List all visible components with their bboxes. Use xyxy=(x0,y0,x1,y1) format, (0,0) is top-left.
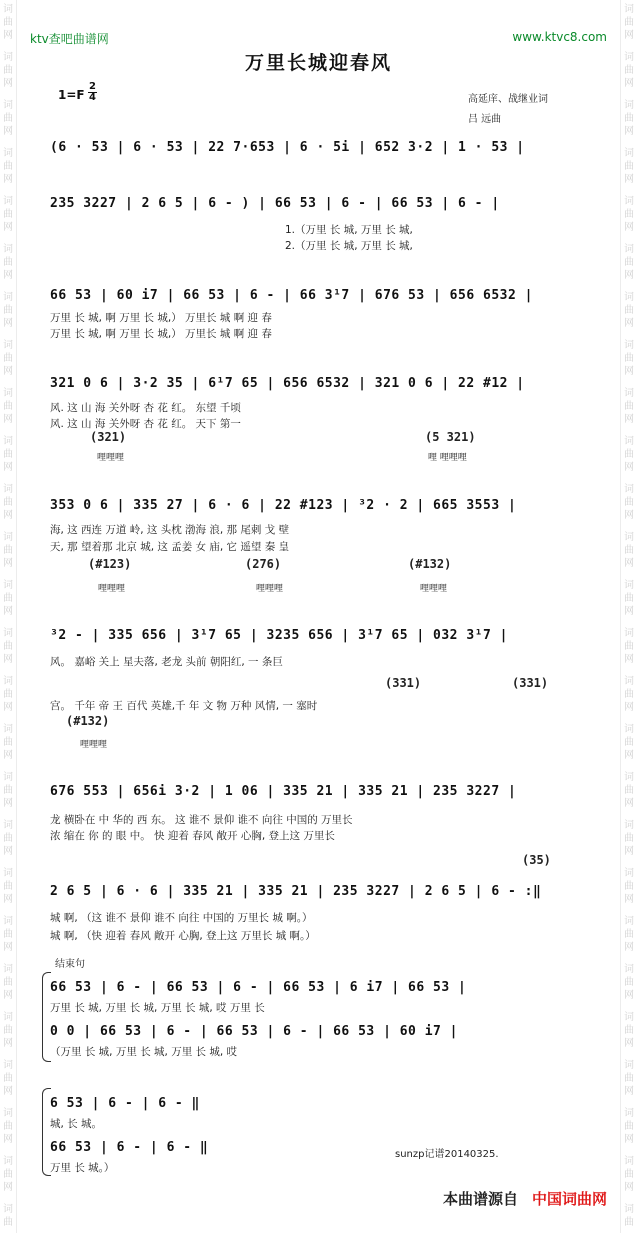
watermark-glyph: 词 xyxy=(3,292,13,303)
watermark-glyph: 曲 xyxy=(624,1025,634,1036)
watermark-glyph: 曲 xyxy=(624,1169,634,1180)
watermark-glyph: 网 xyxy=(3,750,13,761)
watermark-glyph: 曲 xyxy=(3,65,13,76)
footer-source xyxy=(443,1188,607,1209)
music-line: 6 53 | 6 - | 6 - ‖ xyxy=(50,1096,200,1111)
watermark-glyph: 词 xyxy=(624,1204,634,1215)
echo-syllables: 哩 哩哩哩 xyxy=(428,453,467,463)
watermark-glyph: 网 xyxy=(624,174,634,185)
watermark-glyph: 曲 xyxy=(624,497,634,508)
echo-syllables: 哩哩哩 xyxy=(98,584,126,594)
lyric-line: 天, 那 望着那 北京 城, 这 孟姜 女 庙, 它 遥望 秦 皇 xyxy=(50,541,290,553)
right-watermark-strip xyxy=(620,0,637,1233)
watermark-glyph: 词 xyxy=(624,436,634,447)
watermark-glyph: 词 xyxy=(3,820,13,831)
watermark-glyph: 词 xyxy=(624,1156,634,1167)
watermark-glyph: 网 xyxy=(3,654,13,665)
lyric-line: 城, 长 城。 xyxy=(50,1118,103,1130)
watermark-glyph: 网 xyxy=(3,1134,13,1145)
watermark-glyph: 网 xyxy=(3,1182,13,1193)
lyric-line: 风. 这 山 海 关外呀 杏 花 红。 天下 第一 xyxy=(50,418,241,430)
watermark-glyph: 曲 xyxy=(3,929,13,940)
header-site-right: www.ktvc8.com xyxy=(512,30,607,44)
lyric-line: 1.（万里 长 城, 万里 长 城, xyxy=(285,224,413,236)
watermark-glyph: 词 xyxy=(624,676,634,687)
watermark-glyph: 词 xyxy=(624,868,634,879)
watermark-glyph: 曲 xyxy=(624,449,634,460)
lyricist-credit: 高延庠、战继业词 xyxy=(468,94,548,105)
watermark-glyph: 词 xyxy=(3,4,13,15)
music-line: ³2 - | 335 656 | 3¹7 65 | 3235 656 | 3¹7 65 | 032 3¹7 | xyxy=(50,628,508,643)
watermark-glyph: 曲 xyxy=(624,65,634,76)
echo-part: (35) xyxy=(522,853,551,867)
watermark-glyph: 网 xyxy=(624,1182,634,1193)
lyric-line: （万里 长 城, 万里 长 城, 万里 长 城, 哎 xyxy=(50,1046,238,1058)
lyric-line: 龙 横卧在 中 华的 西 东。 这 谁不 景仰 谁不 向往 中国的 万里长 xyxy=(50,814,353,826)
watermark-glyph: 曲 xyxy=(3,1169,13,1180)
echo-syllables: 哩哩哩 xyxy=(256,584,284,594)
lyric-line: 万里 长 城, 万里 长 城, 万里 长 城, 哎 万里 长 xyxy=(50,1002,265,1014)
song-title: 万里长城迎春风 xyxy=(244,52,392,74)
watermark-glyph: 词 xyxy=(624,724,634,735)
watermark-glyph: 词 xyxy=(624,820,634,831)
watermark-glyph: 网 xyxy=(624,894,634,905)
watermark-glyph: 曲 xyxy=(3,641,13,652)
watermark-glyph: 曲 xyxy=(624,1121,634,1132)
watermark-glyph: 曲 xyxy=(3,545,13,556)
watermark-glyph: 网 xyxy=(624,462,634,473)
watermark-glyph: 曲 xyxy=(624,113,634,124)
watermark-glyph: 网 xyxy=(624,1134,634,1145)
composer-credit: 吕 远曲 xyxy=(468,114,502,125)
lyric-line: 城 啊, （这 谁不 景仰 谁不 向往 中国的 万里长 城 啊。） xyxy=(50,912,313,924)
watermark-glyph: 曲 xyxy=(624,305,634,316)
echo-syllables: 哩哩哩 xyxy=(420,584,448,594)
watermark-glyph: 网 xyxy=(624,750,634,761)
watermark-glyph: 网 xyxy=(3,894,13,905)
watermark-glyph: 网 xyxy=(624,798,634,809)
watermark-glyph: 网 xyxy=(3,222,13,233)
watermark-glyph: 词 xyxy=(624,628,634,639)
watermark-glyph: 词 xyxy=(3,772,13,783)
echo-part: (276) xyxy=(245,557,282,571)
music-line: 2 6 5 | 6 · 6 | 335 21 | 335 21 | 235 3227 | 2 6 5 | 6 - :‖ xyxy=(50,884,542,899)
watermark-glyph: 曲 xyxy=(624,977,634,988)
ending-label: 结束句 xyxy=(55,959,85,970)
watermark-glyph: 网 xyxy=(624,366,634,377)
watermark-glyph: 词 xyxy=(3,388,13,399)
watermark-glyph: 曲 xyxy=(624,641,634,652)
watermark-glyph: 曲 xyxy=(3,1025,13,1036)
watermark-glyph: 曲 xyxy=(624,833,634,844)
watermark-glyph: 网 xyxy=(3,30,13,41)
lyric-line: 风。 嘉峪 关上 星夫落, 老龙 头前 朝阳红, 一 条巨 xyxy=(50,656,283,668)
watermark-glyph: 词 xyxy=(3,340,13,351)
watermark-glyph: 词 xyxy=(3,580,13,591)
watermark-glyph: 网 xyxy=(3,366,13,377)
watermark-glyph: 曲 xyxy=(624,593,634,604)
watermark-glyph: 词 xyxy=(624,964,634,975)
watermark-glyph: 词 xyxy=(624,580,634,591)
watermark-glyph: 词 xyxy=(3,148,13,159)
footer-site-link[interactable]: 中国词曲网 xyxy=(531,1190,607,1208)
watermark-glyph: 曲 xyxy=(624,545,634,556)
watermark-glyph: 网 xyxy=(624,30,634,41)
watermark-glyph: 网 xyxy=(3,510,13,521)
watermark-glyph: 网 xyxy=(3,1038,13,1049)
watermark-glyph: 曲 xyxy=(3,113,13,124)
watermark-glyph: 网 xyxy=(624,414,634,425)
watermark-glyph: 曲 xyxy=(3,737,13,748)
watermark-glyph: 曲 xyxy=(3,785,13,796)
watermark-glyph: 词 xyxy=(624,916,634,927)
watermark-glyph: 曲 xyxy=(3,881,13,892)
watermark-glyph: 网 xyxy=(624,270,634,281)
watermark-glyph: 网 xyxy=(3,558,13,569)
watermark-glyph: 词 xyxy=(624,244,634,255)
music-line: 0 0 | 66 53 | 6 - | 66 53 | 6 - | 66 53 | 60 i7 | xyxy=(50,1024,459,1039)
music-line: (6 · 53 | 6 · 53 | 22 7·653 | 6 · 5i | 652 3·2 | 1 · 53 | xyxy=(50,140,525,155)
watermark-glyph: 网 xyxy=(624,702,634,713)
watermark-glyph: 词 xyxy=(3,100,13,111)
echo-part: (331) xyxy=(385,676,422,690)
header-site-left: ktv查吧曲谱网 xyxy=(30,32,109,46)
watermark-glyph: 曲 xyxy=(624,401,634,412)
lyric-line: 万里 长 城。） xyxy=(50,1162,115,1174)
watermark-glyph: 词 xyxy=(3,1156,13,1167)
watermark-glyph: 词 xyxy=(624,772,634,783)
music-line: 321 0 6 | 3·2 35 | 6¹7 65 | 656 6532 | 321 0 6 | 22 #12 | xyxy=(50,376,525,391)
watermark-glyph: 曲 xyxy=(3,257,13,268)
watermark-glyph: 网 xyxy=(3,846,13,857)
watermark-glyph: 词 xyxy=(624,532,634,543)
watermark-glyph: 词 xyxy=(3,724,13,735)
music-line: 353 0 6 | 335 27 | 6 · 6 | 22 #123 | ³2 · 2 | 665 3553 | xyxy=(50,498,517,513)
watermark-glyph: 曲 xyxy=(3,1121,13,1132)
lyric-line: 2.（万里 长 城, 万里 长 城, xyxy=(285,240,413,252)
watermark-glyph: 曲 xyxy=(624,17,634,28)
echo-syllables: 哩哩哩 xyxy=(97,453,125,463)
watermark-glyph: 网 xyxy=(624,318,634,329)
watermark-glyph: 网 xyxy=(624,558,634,569)
watermark-glyph: 词 xyxy=(624,4,634,15)
watermark-glyph: 网 xyxy=(3,606,13,617)
watermark-glyph: 网 xyxy=(3,270,13,281)
time-signature-bottom: 4 xyxy=(89,92,96,103)
watermark-glyph: 词 xyxy=(624,484,634,495)
watermark-glyph: 网 xyxy=(624,606,634,617)
echo-part: (331) xyxy=(512,676,549,690)
watermark-glyph: 词 xyxy=(624,148,634,159)
watermark-glyph: 词 xyxy=(3,1060,13,1071)
watermark-glyph: 曲 xyxy=(624,257,634,268)
watermark-glyph: 词 xyxy=(3,916,13,927)
watermark-glyph: 曲 xyxy=(624,1073,634,1084)
watermark-glyph: 词 xyxy=(624,340,634,351)
watermark-glyph: 词 xyxy=(624,388,634,399)
watermark-glyph: 词 xyxy=(3,676,13,687)
watermark-glyph: 曲 xyxy=(3,305,13,316)
watermark-glyph: 词 xyxy=(3,436,13,447)
watermark-glyph: 网 xyxy=(624,1038,634,1049)
watermark-glyph: 曲 xyxy=(624,785,634,796)
watermark-glyph: 网 xyxy=(624,222,634,233)
watermark-glyph: 网 xyxy=(3,702,13,713)
lyric-line: 宫。 千年 帝 王 百代 英雄,千 年 文 物 万种 风情, 一 塞时 xyxy=(50,700,318,712)
lyric-line: 万里 长 城, 啊 万里 长 城,） 万里长 城 啊 迎 春 xyxy=(50,312,272,324)
lyric-line: 浓 缩在 你 的 眼 中。 快 迎着 春风 敞开 心胸, 登上这 万里长 xyxy=(50,830,335,842)
echo-part: (#132) xyxy=(66,714,110,728)
watermark-glyph: 网 xyxy=(3,798,13,809)
watermark-glyph: 网 xyxy=(624,510,634,521)
watermark-glyph: 网 xyxy=(624,126,634,137)
lyric-line: 万里 长 城, 啊 万里 长 城,） 万里长 城 啊 迎 春 xyxy=(50,328,272,340)
watermark-glyph: 网 xyxy=(624,942,634,953)
watermark-glyph: 词 xyxy=(3,196,13,207)
watermark-glyph: 网 xyxy=(3,318,13,329)
watermark-glyph: 词 xyxy=(3,628,13,639)
watermark-glyph: 曲 xyxy=(3,497,13,508)
music-line: 66 53 | 60 i7 | 66 53 | 6 - | 66 3¹7 | 676 53 | 656 6532 | xyxy=(50,288,533,303)
watermark-glyph: 曲 xyxy=(3,401,13,412)
watermark-glyph: 网 xyxy=(3,990,13,1001)
echo-part: (5 321) xyxy=(425,430,476,444)
watermark-glyph: 网 xyxy=(3,942,13,953)
watermark-glyph: 曲 xyxy=(3,161,13,172)
watermark-glyph: 网 xyxy=(3,1086,13,1097)
watermark-glyph: 曲 xyxy=(624,161,634,172)
watermark-glyph: 词 xyxy=(3,52,13,63)
watermark-glyph: 曲 xyxy=(624,881,634,892)
music-line: 235 3227 | 2 6 5 | 6 - ) | 66 53 | 6 - | 66 53 | 6 - | xyxy=(50,196,500,211)
watermark-glyph: 词 xyxy=(624,52,634,63)
lyric-line: 海, 这 西连 万道 岭, 这 头枕 渤海 浪, 那 尾刺 戈 壁 xyxy=(50,524,290,536)
echo-part: (#132) xyxy=(408,557,452,571)
watermark-glyph: 词 xyxy=(3,868,13,879)
watermark-glyph: 曲 xyxy=(3,209,13,220)
watermark-glyph: 网 xyxy=(3,414,13,425)
watermark-glyph: 网 xyxy=(3,126,13,137)
watermark-glyph: 网 xyxy=(624,654,634,665)
watermark-glyph: 词 xyxy=(624,100,634,111)
watermark-glyph: 网 xyxy=(624,78,634,89)
watermark-glyph: 曲 xyxy=(3,1217,13,1228)
watermark-glyph: 词 xyxy=(3,244,13,255)
watermark-glyph: 词 xyxy=(624,196,634,207)
watermark-glyph: 曲 xyxy=(3,593,13,604)
watermark-glyph: 词 xyxy=(624,1012,634,1023)
echo-part: (321) xyxy=(90,430,127,444)
music-line: 676 553 | 656i 3·2 | 1 06 | 335 21 | 335 21 | 235 3227 | xyxy=(50,784,517,799)
watermark-glyph: 词 xyxy=(3,532,13,543)
watermark-glyph: 曲 xyxy=(624,209,634,220)
watermark-glyph: 词 xyxy=(624,292,634,303)
watermark-glyph: 网 xyxy=(3,462,13,473)
watermark-glyph: 网 xyxy=(624,846,634,857)
key-signature: 1=F xyxy=(58,88,85,102)
echo-syllables: 哩哩哩 xyxy=(80,740,108,750)
watermark-glyph: 曲 xyxy=(3,353,13,364)
watermark-glyph: 曲 xyxy=(624,1217,634,1228)
watermark-glyph: 词 xyxy=(624,1060,634,1071)
lyric-line: 风. 这 山 海 关外呀 杏 花 红。 东望 千顷 xyxy=(50,402,241,414)
time-signature-top: 2 xyxy=(89,81,96,92)
watermark-glyph: 曲 xyxy=(624,929,634,940)
watermark-glyph: 曲 xyxy=(624,353,634,364)
lyric-line: 城 啊, （快 迎着 春风 敞开 心胸, 登上这 万里长 城 啊。） xyxy=(50,930,316,942)
watermark-glyph: 网 xyxy=(3,174,13,185)
watermark-glyph: 词 xyxy=(3,1012,13,1023)
watermark-glyph: 网 xyxy=(3,78,13,89)
watermark-glyph: 曲 xyxy=(3,449,13,460)
music-line: 66 53 | 6 - | 6 - ‖ xyxy=(50,1140,209,1155)
watermark-glyph: 曲 xyxy=(3,833,13,844)
watermark-glyph: 曲 xyxy=(3,689,13,700)
watermark-glyph: 词 xyxy=(3,964,13,975)
watermark-glyph: 网 xyxy=(624,990,634,1001)
watermark-glyph: 词 xyxy=(3,484,13,495)
watermark-glyph: 曲 xyxy=(3,977,13,988)
watermark-glyph: 曲 xyxy=(624,737,634,748)
watermark-glyph: 词 xyxy=(3,1204,13,1215)
echo-part: (#123) xyxy=(88,557,132,571)
transcriber-signature: sunzp记谱20140325. xyxy=(395,1149,499,1160)
watermark-glyph: 网 xyxy=(624,1086,634,1097)
time-signature xyxy=(88,82,97,103)
watermark-glyph: 曲 xyxy=(624,689,634,700)
music-line: 66 53 | 6 - | 66 53 | 6 - | 66 53 | 6 i7 | 66 53 | xyxy=(50,980,467,995)
footer-source-text: 本曲谱源自 xyxy=(442,1190,518,1208)
watermark-glyph: 曲 xyxy=(3,17,13,28)
watermark-glyph: 词 xyxy=(3,1108,13,1119)
watermark-glyph: 曲 xyxy=(3,1073,13,1084)
left-watermark-strip xyxy=(0,0,17,1233)
watermark-glyph: 词 xyxy=(624,1108,634,1119)
